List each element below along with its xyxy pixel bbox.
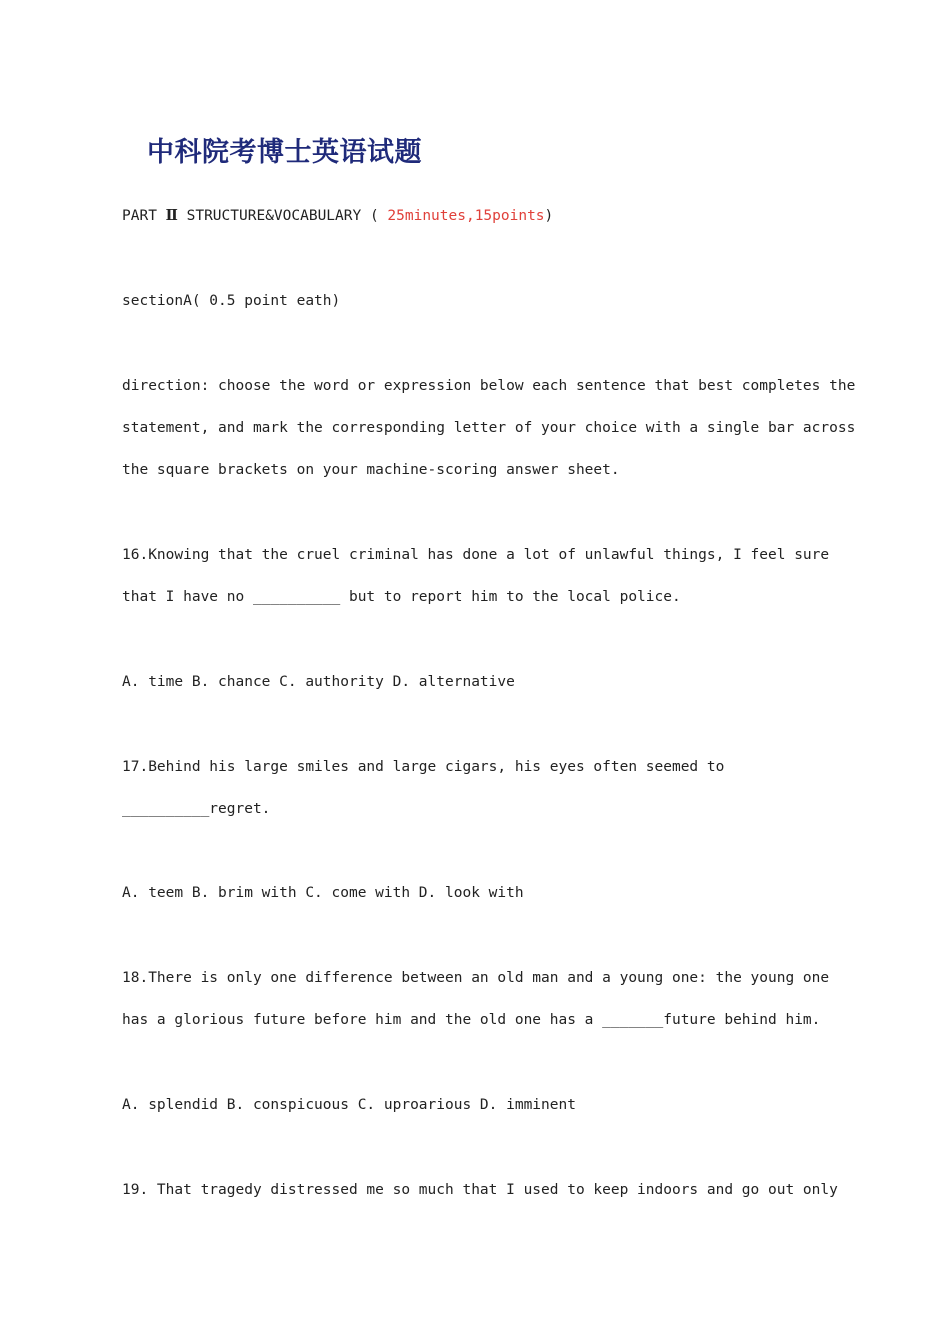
question-17-line: 17.Behind his large smiles and large cigars, his eyes often seemed to <box>122 759 725 775</box>
question-19-line: 19. That tragedy distressed me so much that I used to keep indoors and go out only <box>122 1182 838 1198</box>
question-16-line: 16.Knowing that the cruel criminal has done a lot of unlawful things, I feel sure <box>122 547 830 563</box>
question-16-line: that I have no __________ but to report him to the local police. <box>122 589 681 605</box>
part-heading-close: ) <box>544 208 554 224</box>
part-heading-prefix: PART <box>122 208 166 224</box>
direction-line: the square brackets on your machine-scoring answer sheet. <box>122 462 620 478</box>
part-heading-time-points: 25minutes,15points <box>387 208 545 224</box>
direction-line: statement, and mark the corresponding letter of your choice with a single bar across <box>122 420 856 436</box>
question-16-options: A. time B. chance C. authority D. alternative <box>122 674 515 690</box>
section-label: sectionA( 0.5 point eath) <box>122 293 341 309</box>
question-18-line: has a glorious future before him and the old one has a _______future behind him. <box>122 1012 821 1028</box>
question-17-options: A. teem B. brim with C. come with D. look with <box>122 885 524 901</box>
question-18-line: 18.There is only one difference between an old man and a young one: the young one <box>122 970 830 986</box>
direction-line: direction: choose the word or expression below each sentence that best completes the <box>122 378 856 394</box>
question-18-options: A. splendid B. conspicuous C. uproarious D. imminent <box>122 1097 576 1113</box>
document-title: 中科院考博士英语试题 <box>147 137 422 168</box>
part-heading-label: STRUCTURE&VOCABULARY ( <box>177 208 388 224</box>
part-heading <box>122 206 553 226</box>
question-17-line: __________regret. <box>122 801 271 817</box>
part-heading-roman: Ⅱ <box>165 207 178 224</box>
